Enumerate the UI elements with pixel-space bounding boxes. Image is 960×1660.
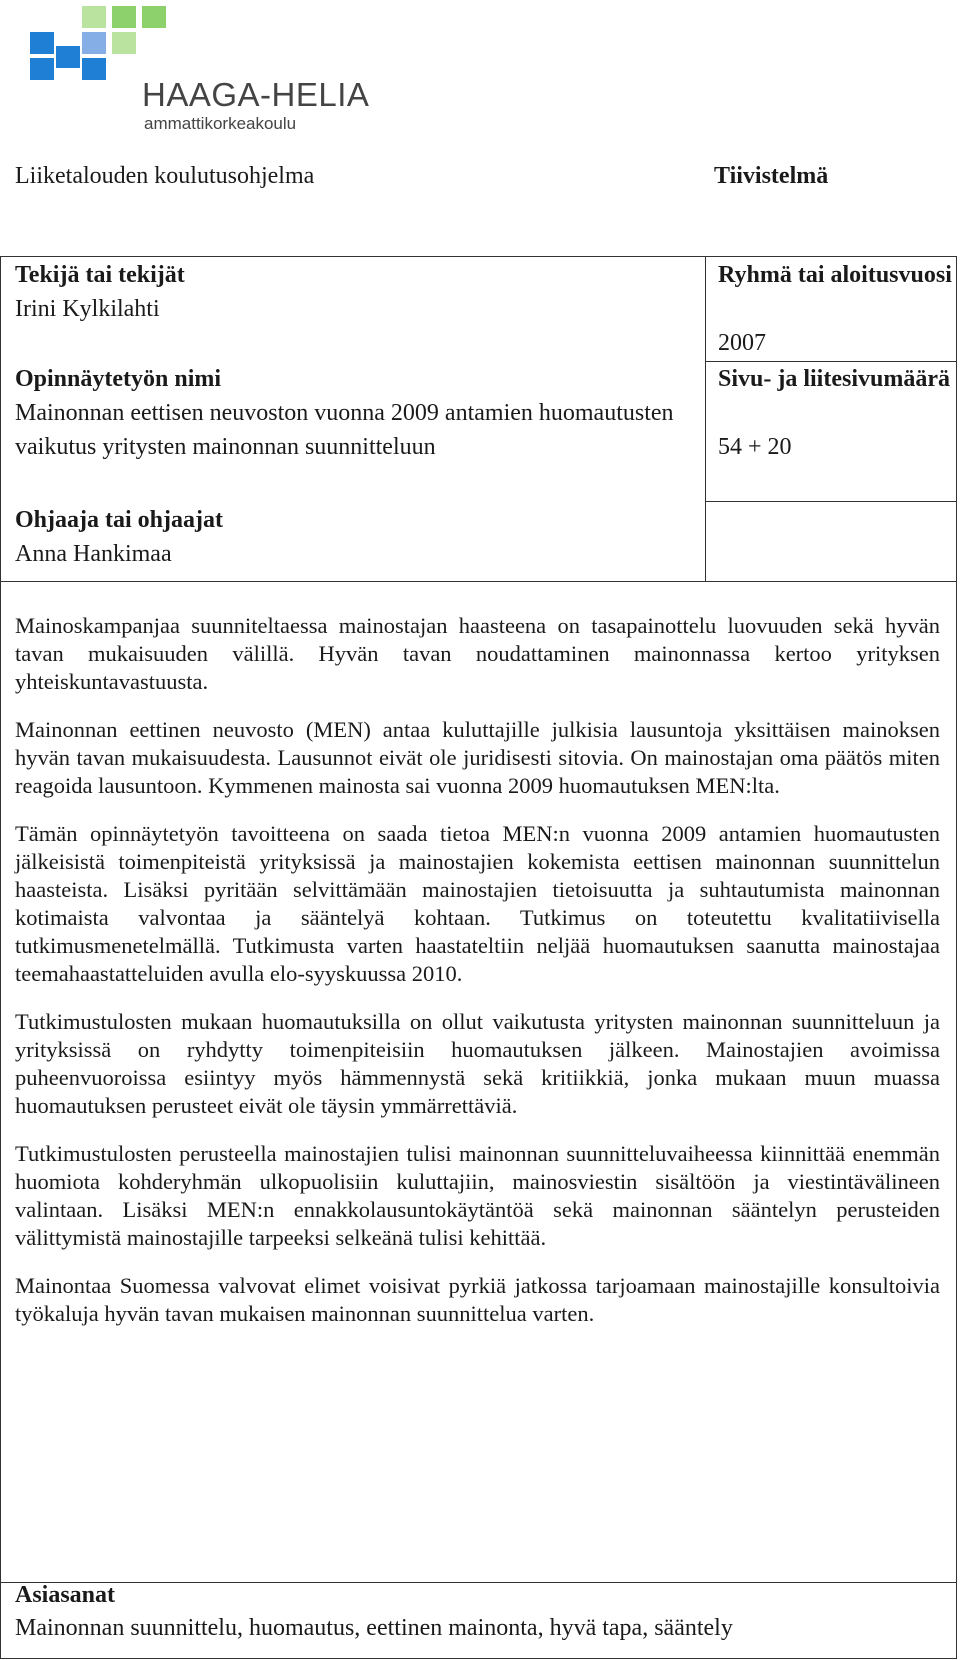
info-column-divider — [705, 256, 706, 581]
keywords-label: Asiasanat — [15, 1582, 116, 1608]
logo-squares-icon — [30, 6, 370, 86]
document-type: Tiivistelmä — [714, 163, 829, 189]
abstract-paragraph: Tutkimustulosten mukaan huomautuksilla on ollut vaikutusta yritysten mainonnan suunnitteluun ja yrityksissä on ryhdytty toimenpiteisiin huomautuksen jälkeen. Mainostajien avoimissa puheenvuoroissa esiintyy myös hämmennystä sekä kritiikkiä, jonka mukaan muun muassa huomautuksen perusteet eivät ole täysin ymmärrettäviä. — [15, 1009, 940, 1118]
logo-name: HAAGA-HELIA — [142, 76, 370, 113]
thesis-title-label: Opinnäytetyön nimi — [15, 366, 222, 392]
abstract-paragraph: Tämän opinnäytetyön tavoitteena on saada tietoa MEN:n vuonna 2009 antamien huomautusten jälkeisistä toimenpiteistä yrityksissä ja mainostajien kokemista eettisen mainonnan suunnittelun haasteista. Lisäksi pyritään selvittämään mainostajien tietoisuutta ja suhtautumista mainonnan kotimaista valvontaa ja sääntelyä kohtaan. Tutkimus on toteutettu kvalitatiivisella tutkimusmenetelmällä. Tutkimusta varten haastateltiin neljää huomautuksen saanutta mainostajaa teemahaastatteluiden avulla elo-syyskuussa 2010. — [15, 821, 940, 986]
abstract-paragraph: Mainonnan eettinen neuvosto (MEN) antaa kuluttajille julkisia lausuntoja yksittäisen mainoksen hyvän tavan mukaisuudesta. Lausunnot eivät ole juridisesti sitovia. On mainostajan oma päätös miten reagoida lausuntoon. Kymmenen mainosta sai vuonna 2009 huomautuksen MEN:lta. — [15, 717, 940, 798]
keywords-value: Mainonnan suunnittelu, huomautus, eettinen mainonta, hyvä tapa, sääntely — [15, 1615, 733, 1641]
abstract-paragraph: Mainoskampanjaa suunniteltaessa mainostajan haasteena on tasapainottelu luovuuden sekä hyvän tavan mukaisuuden välillä. Hyvän tavan noudattaminen mainonnassa kertoo yrityksen yhteiskuntavastuusta. — [15, 613, 940, 694]
page-count: 54 + 20 — [718, 434, 792, 460]
programme-name: Liiketalouden koulutusohjelma — [15, 163, 315, 189]
author-label: Tekijä tai tekijät — [15, 262, 185, 288]
thesis-title: Mainonnan eettisen neuvoston vuonna 2009 antamien huomautusten vaikutus yritysten mainonnan suunnitteluun — [15, 400, 674, 460]
abstract-body — [15, 612, 940, 1348]
keywords-divider — [0, 1582, 957, 1583]
pages-divider — [705, 501, 957, 502]
group-year: 2007 — [718, 330, 766, 356]
supervisor-name: Anna Hankimaa — [15, 541, 172, 567]
supervisor-label: Ohjaaja tai ohjaajat — [15, 507, 223, 533]
info-bottom-divider — [0, 581, 957, 582]
haaga-helia-logo — [30, 6, 370, 136]
abstract-paragraph: Tutkimustulosten perusteella mainostajien tulisi mainonnan suunnitteluvaiheessa kiinnittää enemmän huomiota kohderyhmän ulkopuolisiin kuluttajiin, mainosviestin sisältöön ja viestintävälineen valintaan. Lisäksi MEN:n ennakkolausuntokäytäntöä sekä mainonnan sääntelyn perusteiden välittymistä mainostajille tarpeeksi selkeänä tulisi kehittää. — [15, 1141, 940, 1250]
pages-label: Sivu- ja liitesivumäärä — [718, 366, 950, 392]
logo-subtitle: ammattikorkeakoulu — [144, 114, 297, 133]
group-label: Ryhmä tai aloitusvuosi — [718, 262, 952, 288]
abstract-paragraph: Mainontaa Suomessa valvovat elimet voisivat pyrkiä jatkossa tarjoamaan mainostajille konsultoivia työkaluja hyvän tavan mukaisen mainonnan suunnittelua varten. — [15, 1273, 940, 1326]
author-name: Irini Kylkilahti — [15, 296, 160, 322]
